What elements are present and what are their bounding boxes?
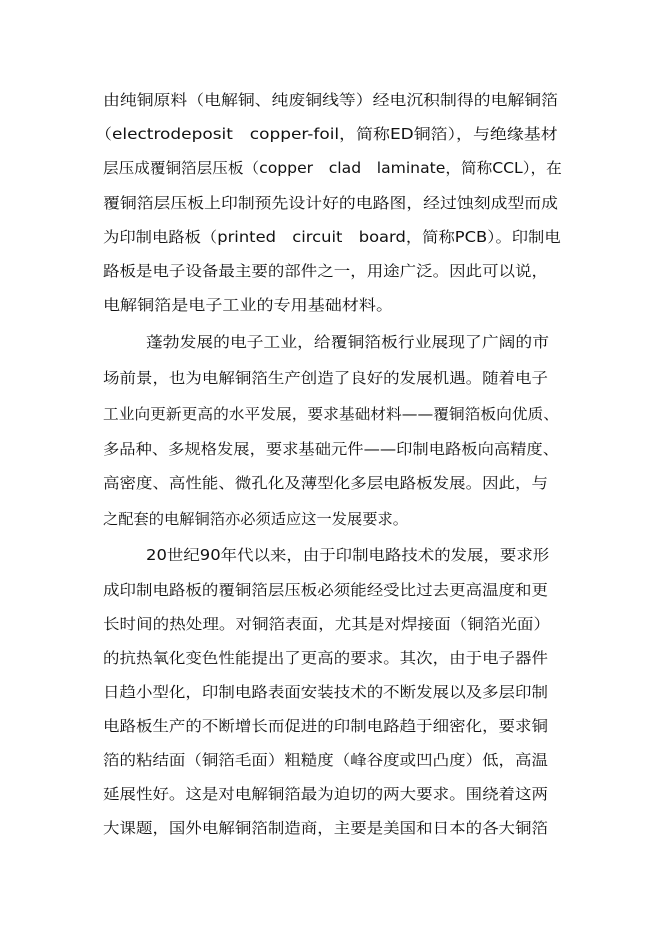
text-line: 为印制电路板（printed circuit board，简称PCB）。印制电 bbox=[103, 228, 561, 246]
text-line: 层压成覆铜箔层压板（copper clad laminate，简称CCL），在 bbox=[103, 159, 562, 177]
text-line: 箔的粘结面（铜箔毛面）粗糙度（峰谷度或凹凸度）低，高温 bbox=[103, 751, 549, 769]
text-line: 多品种、多规格发展，要求基础元件——印制电路板向高精度、 bbox=[103, 440, 560, 458]
text-line: 电解铜箔是电子工业的专用基础材料。 bbox=[103, 296, 394, 314]
text-line: 成印制电路板的覆铜箔层压板必须能经受比过去更高温度和更 bbox=[103, 581, 549, 599]
text-line: 覆铜箔层压板上印制预先设计好的电路图，经过蚀刻成型而成 bbox=[103, 194, 559, 212]
text-line: 由纯铜原料（电解铜、纯废铜线等）经电沉积制得的电解铜箔 bbox=[103, 91, 559, 109]
text-line: 20世纪90年代以来，由于印制电路技术的发展，要求形 bbox=[146, 546, 550, 564]
text-line: 长时间的热处理。对铜箔表面，尤其是对焊接面（铜箔光面） bbox=[103, 615, 551, 633]
text-line: 高密度、高性能、微孔化及薄型化多层电路板发展。因此，与 bbox=[103, 474, 549, 492]
text-line: 日趋小型化，印制电路表面安装技术的不断发展以及多层印制 bbox=[103, 683, 549, 701]
text-line: （electrodeposit copper-foil，简称ED铜箔），与绝缘基材 bbox=[95, 125, 558, 143]
text-line: 蓬勃发展的电子工业，给覆铜箔板行业展现了广阔的市 bbox=[146, 333, 550, 351]
text-line: 延展性好。这是对电解铜箔最为迫切的两大要求。围绕着这两 bbox=[103, 785, 549, 803]
text-line: 的抗热氧化变色性能提出了更高的要求。其次，由于电子器件 bbox=[103, 649, 549, 667]
text-line: 工业向更新更高的水平发展，要求基础材料——覆铜箔板向优质、 bbox=[103, 405, 560, 423]
text-line: 场前景，也为电解铜箔生产创造了良好的发展机遇。随着电子 bbox=[103, 369, 549, 387]
text-line: 之配套的电解铜箔亦必须适应这一发展要求。 bbox=[103, 510, 409, 528]
text-line: 路板是电子设备最主要的部件之一，用途广泛。因此可以说， bbox=[103, 262, 549, 280]
text-line: 电路板生产的不断增长而促进的印制电路趋于细密化，要求铜 bbox=[103, 717, 549, 735]
text-line: 大课题，国外电解铜箔制造商，主要是美国和日本的各大铜箔 bbox=[103, 819, 549, 837]
